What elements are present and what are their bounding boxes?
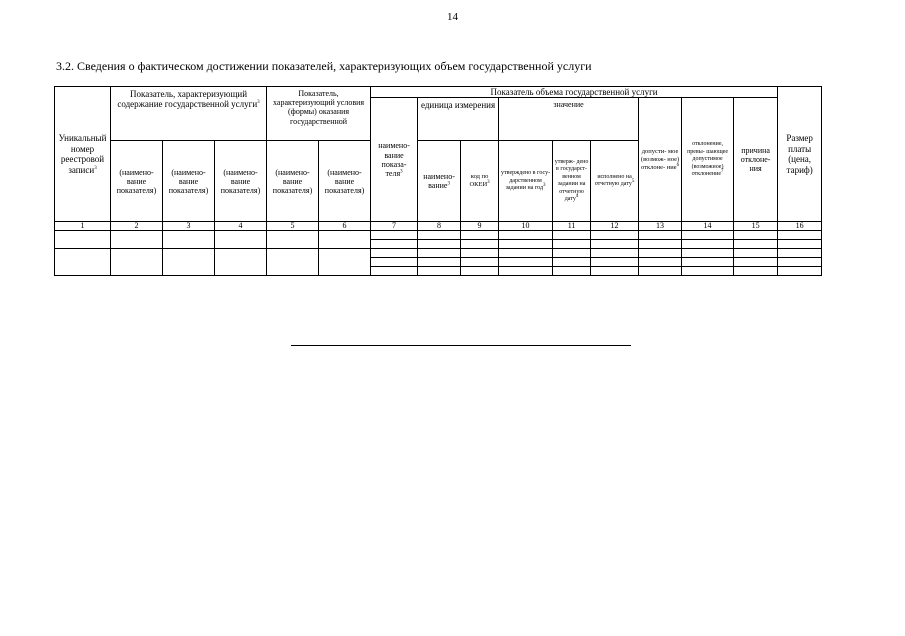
table-cell — [461, 249, 499, 258]
column-number: 2 — [111, 222, 163, 231]
table-cell — [591, 249, 639, 258]
table-cell — [461, 231, 499, 240]
table-cell — [499, 231, 553, 240]
column-number: 14 — [682, 222, 734, 231]
table-cell — [553, 231, 591, 240]
table-cell — [418, 258, 461, 267]
table-cell — [778, 249, 822, 258]
table-cell — [418, 240, 461, 249]
section-title: 3.2. Сведения о фактическом достижении показателей, характеризующих объем государственной услуги — [56, 59, 592, 73]
header-executed-date: исполнено на отчетную дату$^5$ — [591, 141, 639, 222]
column-number: 16 — [778, 222, 822, 231]
table-cell — [418, 267, 461, 276]
column-number: 11 — [553, 222, 591, 231]
table-cell — [553, 267, 591, 276]
page-number: 14 — [447, 11, 458, 23]
column-number: 10 — [499, 222, 553, 231]
header-content-indicator-3: (наимено- вание показателя) — [215, 141, 267, 222]
header-okei-code: код по ОКЕИ$^3$ — [461, 141, 499, 222]
table-cell — [734, 258, 778, 267]
column-number: 4 — [215, 222, 267, 231]
table-cell — [55, 249, 111, 276]
signature-line — [291, 345, 631, 346]
table-cell — [734, 267, 778, 276]
table-cell — [778, 240, 822, 249]
table-cell — [371, 267, 418, 276]
table-row — [55, 249, 822, 258]
column-number: 7 — [371, 222, 418, 231]
table-cell — [639, 240, 682, 249]
table-cell — [591, 258, 639, 267]
table-cell — [734, 231, 778, 240]
table-cell — [111, 231, 163, 249]
header-value: значение — [499, 98, 639, 141]
table-cell — [639, 267, 682, 276]
table-cell — [215, 231, 267, 249]
column-number: 8 — [418, 222, 461, 231]
table-cell — [682, 258, 734, 267]
table-cell — [734, 240, 778, 249]
table-cell — [553, 258, 591, 267]
table-cell — [418, 249, 461, 258]
table-cell — [778, 267, 822, 276]
header-conditions-indicator: Показатель, характеризующий условия (формы) оказания государственной — [267, 87, 371, 141]
header-content-indicator-1: (наимено- вание показателя) — [111, 141, 163, 222]
header-excess-deviation: отклонение, превы- шающее допустимое (возможное) отклонение$^7$ — [682, 98, 734, 222]
table-cell — [682, 240, 734, 249]
header-registry-number: Уникальный номер реестровой записи$^3$ — [55, 87, 111, 222]
table-cell — [734, 249, 778, 258]
table-cell — [591, 267, 639, 276]
table-cell — [461, 258, 499, 267]
table-cell — [55, 231, 111, 249]
header-approved-year: утверждено в госу- дарственном задании на год$^3$ — [499, 141, 553, 222]
table-cell — [591, 231, 639, 240]
table-cell — [371, 258, 418, 267]
table-cell — [778, 231, 822, 240]
table-cell — [418, 231, 461, 240]
table-cell — [461, 267, 499, 276]
table-cell — [499, 249, 553, 258]
table-cell — [682, 267, 734, 276]
table-cell — [682, 249, 734, 258]
table-cell — [267, 231, 319, 249]
table-cell — [591, 240, 639, 249]
column-number: 3 — [163, 222, 215, 231]
header-unit: единица измерения — [418, 98, 499, 141]
table-cell — [639, 258, 682, 267]
table-cell — [319, 231, 371, 249]
table-cell — [499, 240, 553, 249]
table-cell — [267, 249, 319, 276]
table-cell — [553, 249, 591, 258]
table-cell — [163, 231, 215, 249]
header-content-indicator: Показатель, характеризующий содержание государственной услуги$^3$ — [111, 87, 267, 141]
table-cell — [639, 249, 682, 258]
column-number: 9 — [461, 222, 499, 231]
table-cell — [499, 267, 553, 276]
table-cell — [215, 249, 267, 276]
table-cell — [553, 240, 591, 249]
table-cell — [499, 258, 553, 267]
table-cell — [163, 249, 215, 276]
header-approved-date: утверж- дено в государст- венном задании на отчетную дату$^4$ — [553, 141, 591, 222]
header-unit-name: наимено- вание$^3$ — [418, 141, 461, 222]
column-number: 13 — [639, 222, 682, 231]
table-cell — [778, 258, 822, 267]
volume-indicators-table — [54, 86, 822, 276]
column-number: 15 — [734, 222, 778, 231]
column-number: 1 — [55, 222, 111, 231]
header-fee: Размер платы (цена, тариф) — [778, 87, 822, 222]
header-content-indicator-2: (наимено- вание показателя) — [163, 141, 215, 222]
header-deviation-reason: причина отклоне- ния — [734, 98, 778, 222]
table-cell — [319, 249, 371, 276]
header-indicator-name: наимено- вание показа- теля$^3$ — [371, 98, 418, 222]
header-conditions-indicator-1: (наимено- вание показателя) — [267, 141, 319, 222]
header-permissible-deviation: допусти- мое (возмож- ное) отклоне- ние$^6$ — [639, 98, 682, 222]
header-conditions-indicator-2: (наимено- вание показателя) — [319, 141, 371, 222]
table-cell — [371, 240, 418, 249]
table-cell — [682, 231, 734, 240]
table-cell — [371, 231, 418, 240]
header-volume-indicator: Показатель объема государственной услуги — [371, 87, 778, 98]
table-cell — [371, 249, 418, 258]
table-cell — [111, 249, 163, 276]
table-cell — [461, 240, 499, 249]
table-row — [55, 231, 822, 240]
column-number: 5 — [267, 222, 319, 231]
column-number: 12 — [591, 222, 639, 231]
column-number: 6 — [319, 222, 371, 231]
table-cell — [639, 231, 682, 240]
